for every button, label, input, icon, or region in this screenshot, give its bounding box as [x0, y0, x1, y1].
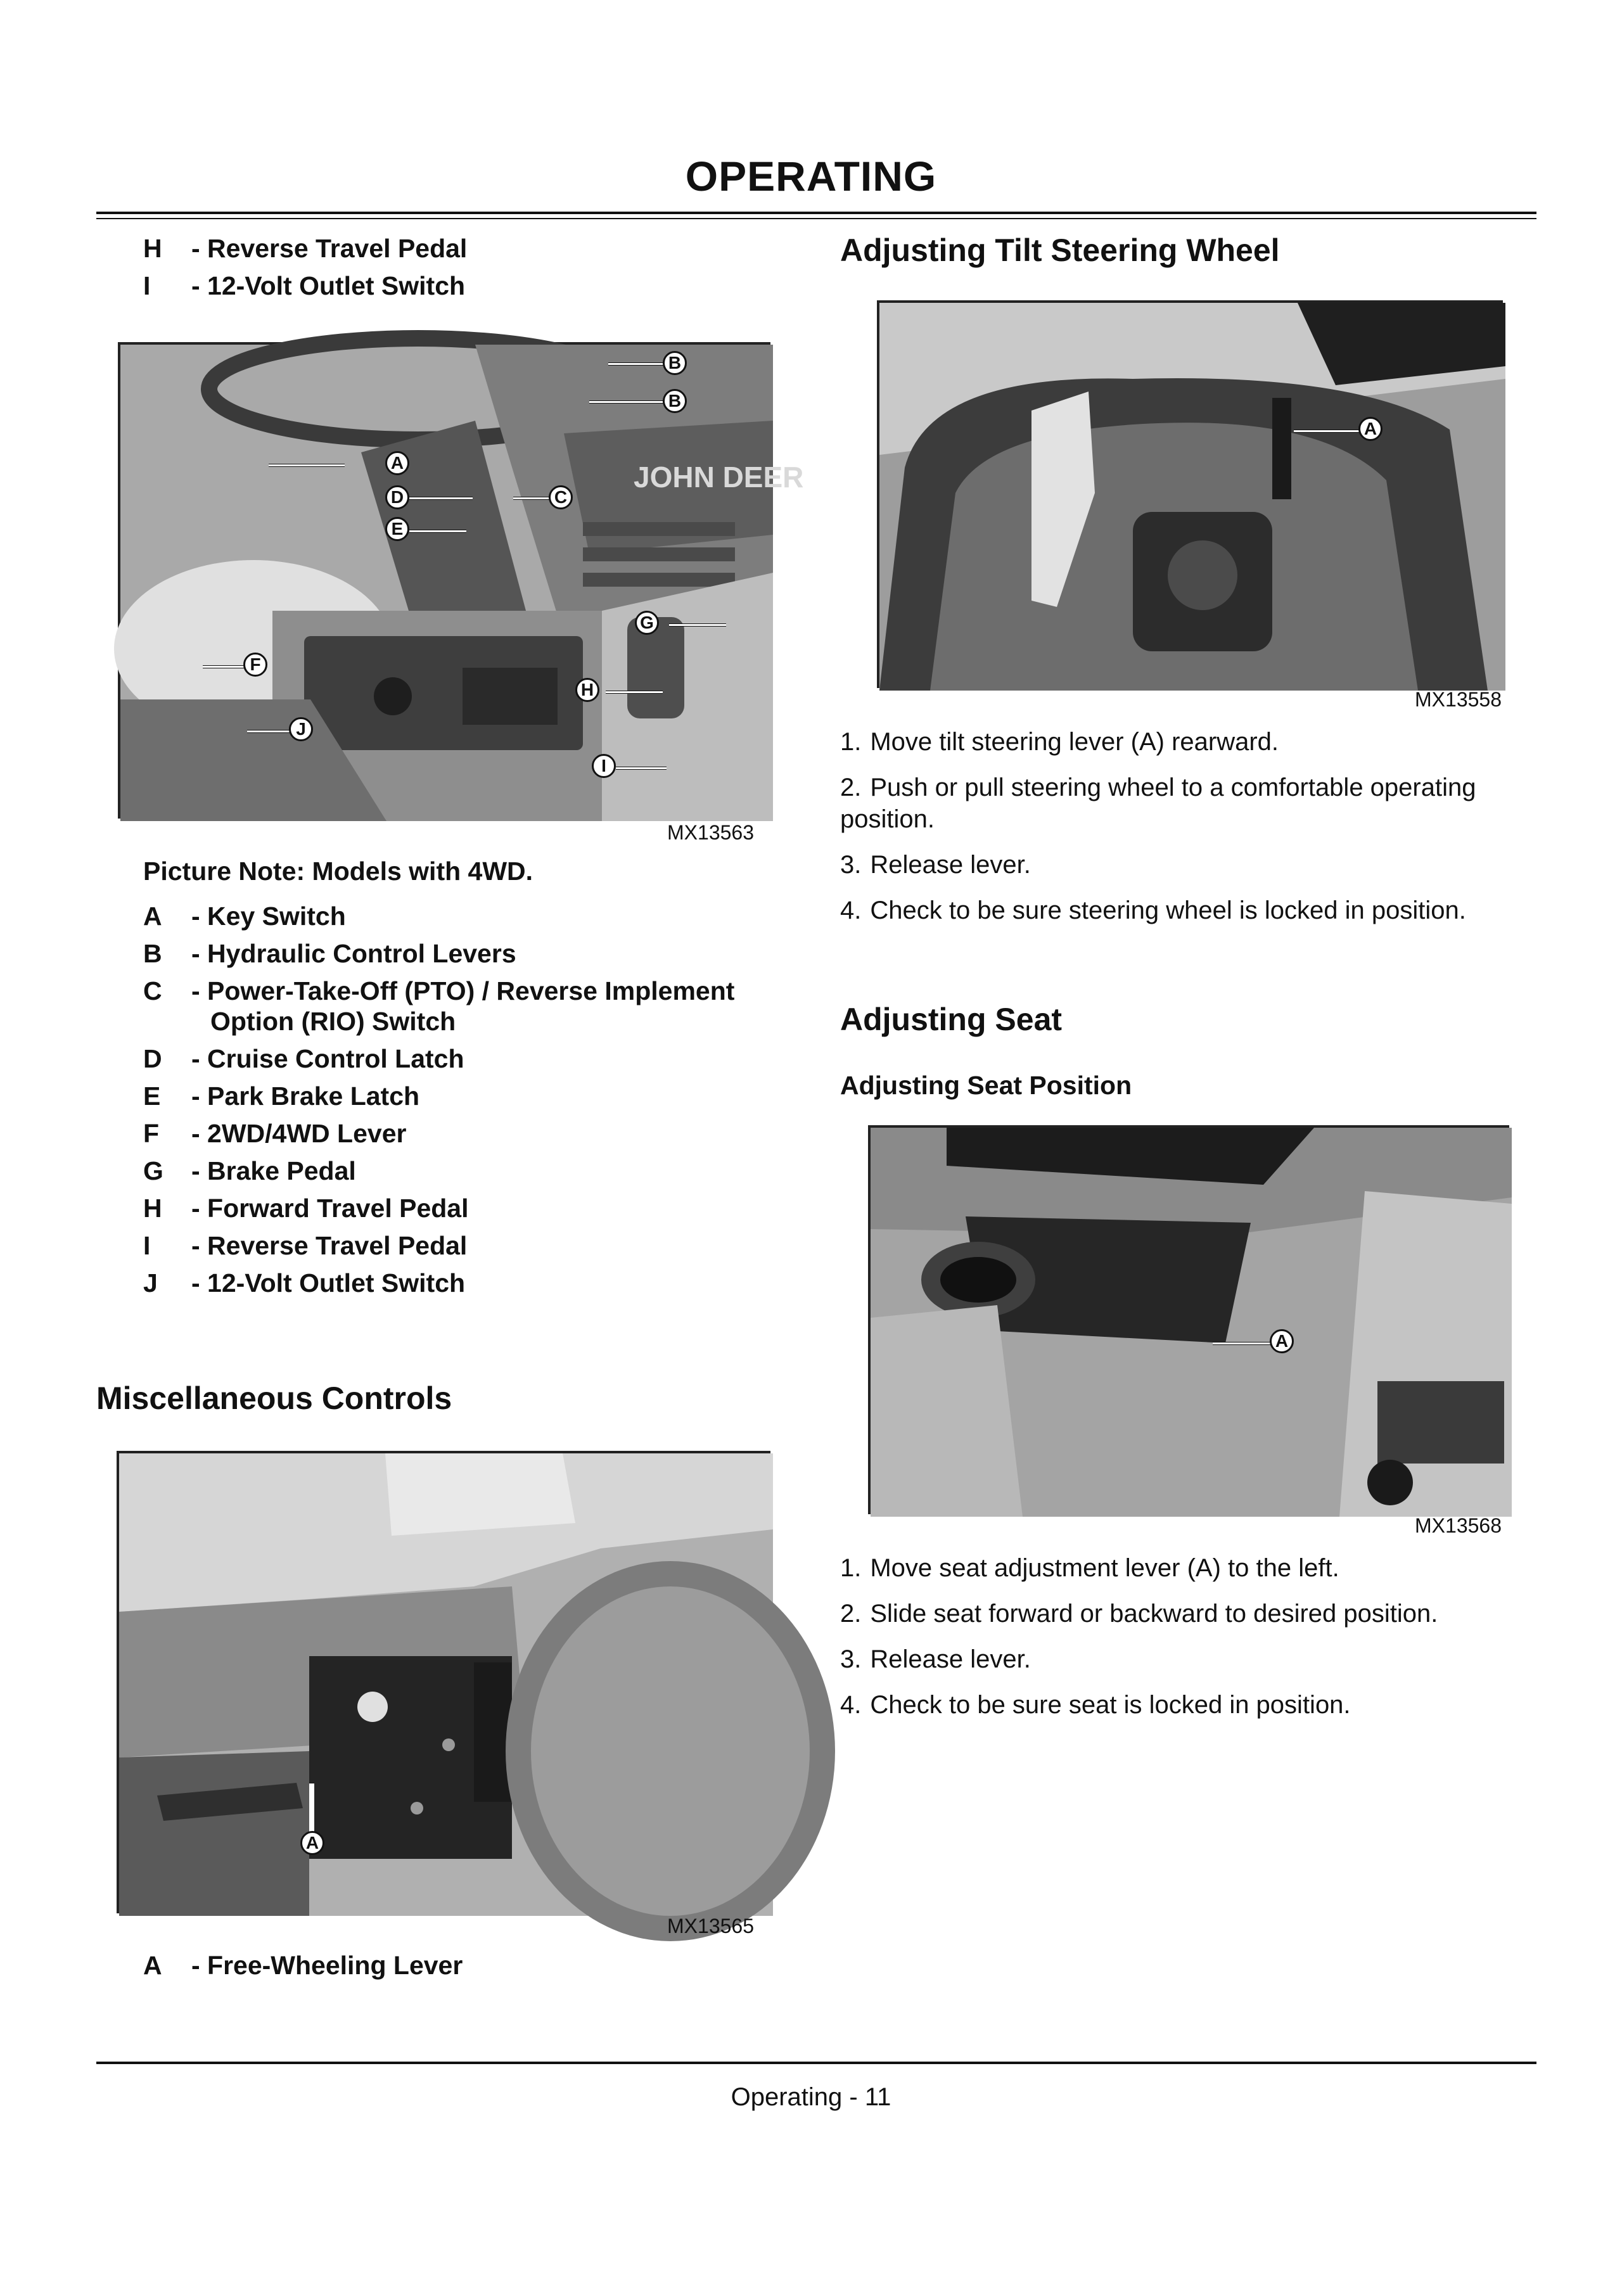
callout-j: J [289, 717, 313, 741]
legend-item: E - Park Brake Latch [143, 1081, 420, 1111]
list-item: 4. Check to be sure seat is locked in position. [840, 1691, 1351, 1719]
footer-rule [96, 2062, 1536, 2064]
list-item: 3. Release lever. [840, 851, 1031, 879]
section-heading-misc: Miscellaneous Controls [96, 1381, 452, 1416]
figure-caption: MX13568 [1415, 1514, 1502, 1537]
callout-e: E [385, 517, 409, 541]
page-title: OPERATING [685, 153, 937, 200]
list-item: 1. Move tilt steering lever (A) rearward. [840, 728, 1279, 756]
subheading-seat-position: Adjusting Seat Position [840, 1071, 1132, 1100]
callout-d: D [385, 485, 409, 509]
legend-item: A - Free-Wheeling Lever [143, 1951, 463, 1980]
list-item: 2. Push or pull steering wheel to a comfortable operating position. [840, 774, 1476, 833]
dashboard-illustration [120, 345, 804, 821]
free-wheeling-illustration [119, 1453, 773, 1916]
seat-position-photo [868, 1125, 1509, 1514]
legend-item: H - Reverse Travel Pedal [143, 234, 468, 263]
legend-bottom [143, 1950, 751, 1987]
legend-item: J - 12-Volt Outlet Switch [143, 1268, 466, 1298]
list-item: 4. Check to be sure steering wheel is locked in position. [840, 896, 1466, 924]
callout-a: A [300, 1831, 324, 1855]
tilt-steps [840, 726, 1524, 940]
legend-item: A - Key Switch [143, 902, 346, 931]
free-wheeling-photo [117, 1451, 770, 1913]
callout-b: B [663, 389, 687, 413]
page-number: Operating - 11 [731, 2083, 891, 2111]
legend-item: I - Reverse Travel Pedal [143, 1231, 468, 1260]
legend-item: F - 2WD/4WD Lever [143, 1119, 407, 1148]
tilt-steering-illustration [879, 303, 1505, 691]
callout-h: H [575, 678, 599, 702]
tilt-steering-photo [877, 300, 1503, 688]
callout-f: F [243, 653, 267, 677]
legend-continued [143, 233, 751, 308]
legend-main [143, 901, 777, 1305]
callout-g: G [635, 611, 659, 635]
figure-caption: MX13558 [1415, 688, 1502, 711]
section-heading-seat: Adjusting Seat [840, 1002, 1063, 1037]
callout-a: A [1358, 417, 1383, 441]
section-heading-tilt: Adjusting Tilt Steering Wheel [840, 233, 1280, 268]
header-rule [96, 212, 1536, 214]
legend-item: B - Hydraulic Control Levers [143, 939, 516, 968]
callout-b: B [663, 351, 687, 375]
figure-caption: MX13565 [667, 1915, 754, 1937]
legend-item: G - Brake Pedal [143, 1156, 356, 1185]
callout-i: I [592, 754, 616, 778]
list-item: 1. Move seat adjustment lever (A) to the left. [840, 1554, 1339, 1582]
picture-note: Picture Note: Models with 4WD. [143, 857, 533, 886]
list-item: 2. Slide seat forward or backward to desired position. [840, 1600, 1438, 1628]
legend-item: D - Cruise Control Latch [143, 1044, 464, 1073]
seat-steps [840, 1552, 1524, 1735]
header-rule-thin [96, 218, 1536, 219]
legend-item: H - Forward Travel Pedal [143, 1194, 469, 1223]
legend-item: I - 12-Volt Outlet Switch [143, 271, 466, 300]
callout-a: A [385, 451, 409, 475]
callout-c: C [549, 485, 573, 509]
list-item: 3. Release lever. [840, 1645, 1031, 1673]
logo-text: JOHN DEER [634, 461, 804, 494]
dashboard-photo [118, 342, 804, 819]
legend-item: C - Power-Take-Off (PTO) / Reverse Implement Option (RIO) Switch [143, 976, 735, 1036]
seat-position-illustration [871, 1128, 1512, 1517]
callout-a: A [1270, 1329, 1294, 1353]
figure-caption: MX13563 [667, 821, 754, 844]
